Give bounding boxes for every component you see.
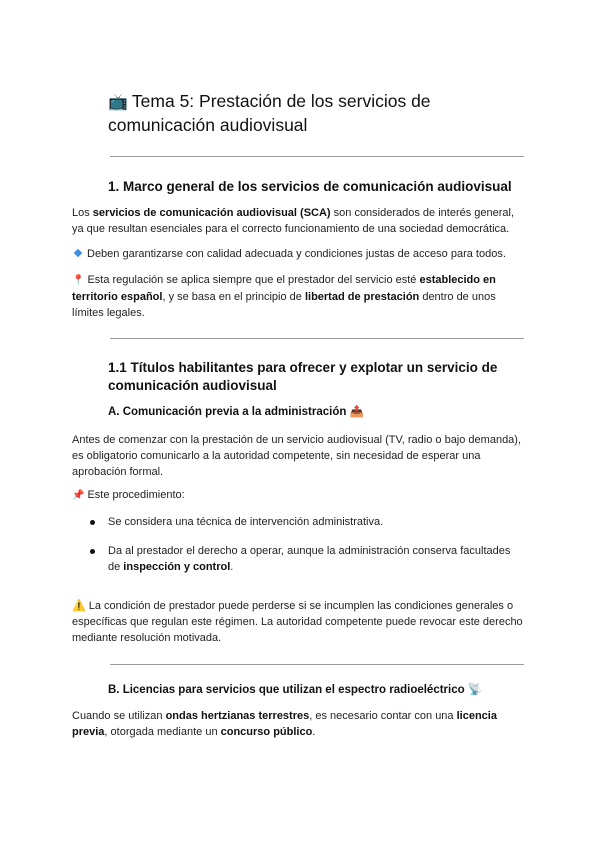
- pushpin-icon: 📌: [72, 490, 85, 501]
- satellite-antenna-icon: 📡: [467, 684, 483, 696]
- paragraph-prior-notice: Antes de comenzar con la prestación de un servicio audiovisual (TV, radio o bajo demanda), es obligatorio comunicarlo a la autoridad competente, sin necesidad de esperar una aprobación formal.: [72, 434, 522, 478]
- divider: [110, 664, 524, 665]
- blue-diamond-icon: [74, 249, 82, 257]
- paragraph-quality: Deben garantizarse con calidad adecuada y condiciones justas de acceso para todos.: [72, 246, 524, 262]
- warning-icon: ⚠️: [72, 600, 86, 612]
- section-heading: 1.1 Títulos habilitantes para ofrecer y explotar un servicio de comunicación audiovisual: [108, 360, 498, 393]
- page-title: 📺 Tema 5: Prestación de los servicios de comunicación audiovisual: [108, 91, 431, 135]
- bullet-icon: [90, 520, 95, 525]
- paragraph-procedure: 📌 Este procedimiento:: [72, 487, 524, 504]
- paragraph-licenses: Cuando se utilizan ondas hertzianas terrestres, es necesario contar con una licencia previa, otorgada mediante un concurso público.: [72, 710, 497, 738]
- section-heading: 1. Marco general de los servicios de comunicación audiovisual: [108, 179, 512, 194]
- list-item: Da al prestador el derecho a operar, aunque la administración conserva facultades de inspección y control.: [90, 543, 520, 575]
- television-icon: 📺: [108, 94, 128, 111]
- paragraph-warning: ⚠️ La condición de prestador puede perderse si se incumplen las condiciones generales o específicas que regulan este régimen. La autoridad competente puede revocar este derecho mediante resolución motivada.: [72, 600, 523, 644]
- list-item: Se considera una técnica de intervención administrativa.: [90, 514, 520, 530]
- pushpin-icon: 📍: [72, 275, 85, 286]
- divider: [110, 338, 524, 339]
- subsection-heading-a: A. Comunicación previa a la administración 📤: [108, 406, 364, 418]
- outbox-tray-icon: 📤: [349, 406, 364, 418]
- paragraph-sca: Los servicios de comunicación audiovisual (SCA) son considerados de interés general, ya que resultan esenciales para el correcto funcionamiento de una sociedad democrática.: [72, 207, 515, 235]
- divider: [110, 156, 524, 157]
- paragraph-regulation: 📍 Esta regulación se aplica siempre que el prestador del servicio esté establecido en territorio español, y se basa en el principio de libertad de prestación dentro de unos límites legales.: [72, 274, 496, 319]
- subsection-heading-b: B. Licencias para servicios que utilizan el espectro radioeléctrico 📡: [108, 684, 483, 696]
- bullet-icon: [90, 549, 95, 554]
